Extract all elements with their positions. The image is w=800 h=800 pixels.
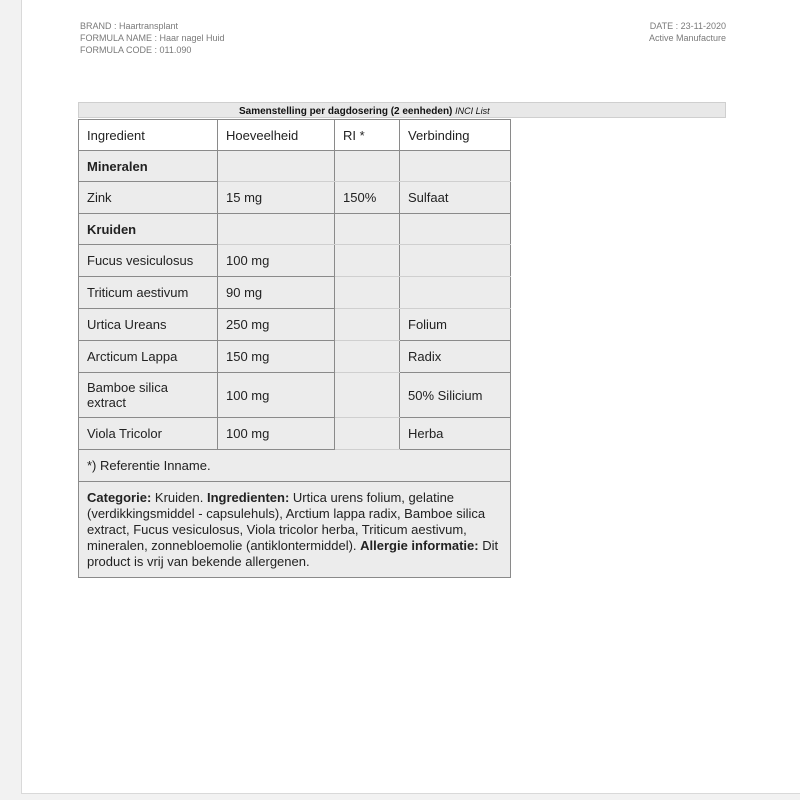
formula-name-line: FORMULA NAME : Haar nagel Huid [80, 33, 225, 43]
ri-cell [335, 341, 400, 373]
formula-meta [80, 20, 225, 56]
ri-cell: 150% [335, 182, 400, 214]
amount-cell: 250 mg [218, 309, 335, 341]
ingredienten-label: Ingredienten: [206, 490, 290, 505]
manufacturer-line: Active Manufacture [648, 33, 726, 43]
column-header-ingredient: Ingredient [79, 120, 218, 151]
table-row [79, 182, 511, 214]
date-meta [649, 20, 726, 44]
amount-cell: 150 mg [218, 341, 335, 373]
section-row-kruiden [79, 214, 511, 245]
amount-cell: 90 mg [218, 277, 335, 309]
table-row [79, 277, 511, 309]
amount-cell: 100 mg [218, 418, 335, 450]
table-row [79, 341, 511, 373]
date-line: DATE : 23-11-2020 [649, 21, 726, 31]
compound-cell [400, 277, 511, 309]
compound-cell: Radix [400, 341, 511, 373]
inci-list-label: INCI List [455, 106, 490, 116]
empty-cell [400, 151, 511, 182]
column-header-compound: Verbinding [400, 120, 511, 151]
amount-cell: 15 mg [218, 182, 335, 214]
compound-cell: Folium [400, 309, 511, 341]
table-row [79, 245, 511, 277]
ri-cell [335, 309, 400, 341]
description-row [79, 482, 511, 578]
amount-cell: 100 mg [218, 245, 335, 277]
ingredient-cell: Zink [79, 182, 218, 214]
compound-cell [400, 245, 511, 277]
ri-cell [335, 277, 400, 309]
allergie-label: Allergie informatie: [360, 538, 479, 553]
empty-cell [335, 151, 400, 182]
empty-cell [218, 214, 335, 245]
ri-cell [335, 373, 400, 418]
table-row [79, 373, 511, 418]
allergie-value: Dit product is vrij van bekende allergenen. [87, 538, 499, 569]
document-page [21, 0, 800, 794]
ingredient-cell: Bamboe silica extract [79, 373, 218, 418]
compound-cell: Sulfaat [400, 182, 511, 214]
compound-cell: Herba [400, 418, 511, 450]
brand-line: BRAND : Haartransplant [80, 21, 179, 31]
table-row [79, 418, 511, 450]
ri-cell [335, 418, 400, 450]
empty-cell [400, 214, 511, 245]
ri-cell [335, 245, 400, 277]
section-label: Mineralen [79, 151, 218, 182]
ingredient-cell: Triticum aestivum [79, 277, 218, 309]
composition-table [78, 119, 511, 578]
composition-title-main: Samenstelling per dagdosering (2 eenheden) [239, 106, 453, 117]
table-row [79, 309, 511, 341]
table-header-row [79, 120, 511, 151]
composition-title [239, 103, 490, 120]
ingredienten-value: Urtica urens folium, gelatine (verdikkingsmiddel - capsulehuls), Arctium lappa radix, Bamboe silica extract, Fucus vesiculosus, Viola tricolor herba, Triticum aestivum, mineralen, zonnebloemolie (antiklontermiddel). [87, 490, 486, 553]
product-description [79, 482, 511, 578]
section-row-mineralen [79, 151, 511, 182]
ingredient-cell: Fucus vesiculosus [79, 245, 218, 277]
ingredient-cell: Viola Tricolor [79, 418, 218, 450]
empty-cell [218, 151, 335, 182]
ingredient-cell: Arcticum Lappa [79, 341, 218, 373]
footnote-row [79, 450, 511, 482]
column-header-amount: Hoeveelheid [218, 120, 335, 151]
composition-title-bar [78, 102, 726, 118]
categorie-label: Categorie: [87, 490, 152, 505]
compound-cell: 50% Silicium [400, 373, 511, 418]
footnote-text: *) Referentie Inname. [79, 450, 511, 482]
categorie-value: Kruiden. [151, 490, 207, 505]
column-header-ri: RI * [335, 120, 400, 151]
section-label: Kruiden [79, 214, 218, 245]
ingredient-cell: Urtica Ureans [79, 309, 218, 341]
empty-cell [335, 214, 400, 245]
formula-code-line: FORMULA CODE : 011.090 [80, 45, 192, 55]
amount-cell: 100 mg [218, 373, 335, 418]
